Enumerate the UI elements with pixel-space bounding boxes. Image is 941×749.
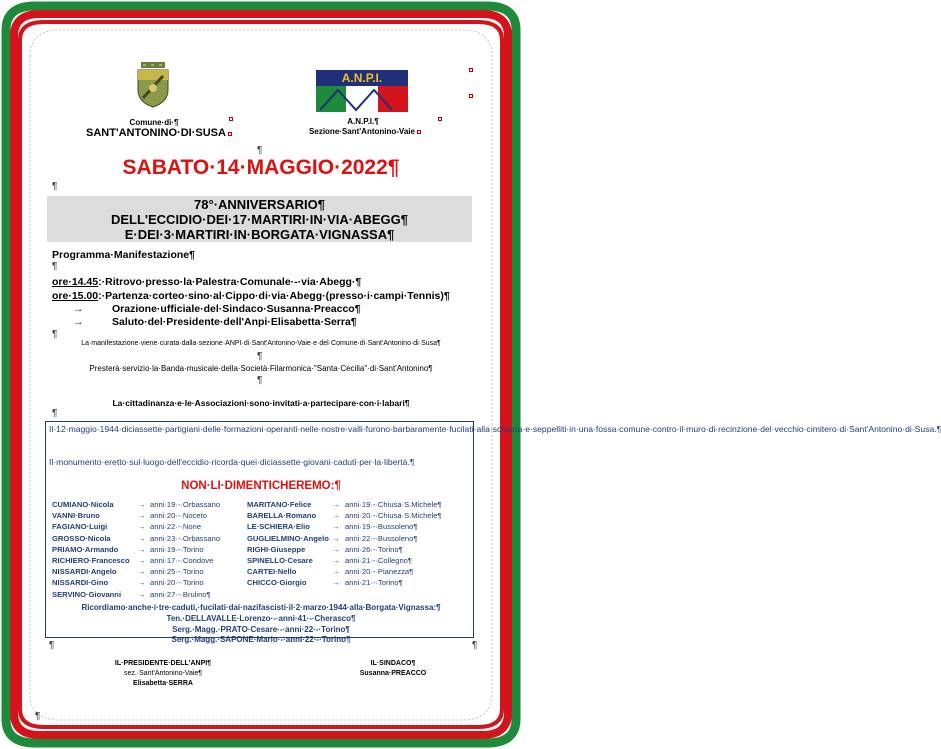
arrow-icon: → [332, 533, 340, 543]
pilcrow: ¶ [472, 640, 478, 651]
pilcrow: ¶ [257, 375, 263, 386]
event-date: SABATO·14·MAGGIO·2022¶ [122, 156, 400, 179]
victim-info: anni·21·-·Torino¶ [345, 578, 403, 588]
arrow-icon: → [138, 567, 146, 577]
victim-name: NISSARDI·Angelo [52, 567, 117, 577]
organizer-note: La·manifestazione·viene·curata·dalla·sezione·ANPI·di·Sant'Antonino-Vaie·e·del·Comune·di·Sant'Antonino·di·Susa¶ [81, 340, 441, 347]
vignassa-victim-1: Ten.·DELLAVALLE·Lorenzo·-·anni·41·-·Cherasco¶ [166, 614, 356, 623]
program-text-2: :·Partenza·corteo·sino·al·Cippo·di·via·Abegg·(presso·i·campi·Tennis)¶ [98, 290, 450, 302]
victim-name: SPINELLO·Cesare [247, 556, 313, 565]
victim-name: NISSARDI·Gino [52, 578, 109, 588]
victim-info: anni·17·-·Condove [150, 556, 214, 565]
anniversary-line-1: 78°·ANNIVERSARIO¶ [194, 197, 325, 212]
victim-info: anni·23·-·Orbassano [150, 533, 221, 543]
victims-title: NON·LI·DIMENTICHEREMO:¶ [181, 480, 341, 492]
program-text-1: :·Ritrovo·presso·la·Palestra·Comunale·-·via·Abegg·¶ [98, 276, 362, 288]
program-time-1: ore·14.45 [52, 276, 99, 288]
arrow-icon: → [332, 500, 340, 509]
victim-info: anni·26·-·Torino¶ [345, 544, 403, 554]
arrow-icon: → [332, 511, 340, 521]
arrow-icon: → [332, 522, 340, 532]
pilcrow: ¶ [52, 181, 58, 192]
victim-name: GUGLIELMINO·Angelo [247, 533, 329, 543]
arrow-icon: → [73, 316, 84, 328]
arrow-icon: → [138, 500, 146, 509]
anpi-label: A.N.P.I.¶ [347, 117, 379, 126]
victim-info: anni·19·-·Orbassano [150, 500, 221, 509]
pilcrow: ¶ [257, 145, 263, 156]
history-paragraph-2: Il·monumento·eretto·sul·luogo·dell'eccidio·ricorda·quei·diciassette·giovani·caduti·per·la·libertà.¶ [49, 457, 415, 467]
anniversary-line-2: DELL'ECCIDIO·DEI·17·MARTIRI·IN·VIA·ABEGG¶ [110, 212, 409, 227]
victim-name: RICHIERO·Francesco [52, 556, 130, 565]
victim-name: PRIAMO·Armando [52, 544, 119, 554]
victim-info: anni·22·-·Bussoleno¶ [345, 533, 418, 543]
victim-name: VANNI·Bruno [52, 511, 100, 521]
victim-info: anni·20·-·Noceto [150, 511, 207, 521]
invitation-note: La·cittadinanza·e·le·Associazioni·sono·invitati·a·partecipare·con·i·labari¶ [112, 398, 410, 408]
anpi-logo-text: A.N.P.I. [341, 71, 383, 85]
victim-name: BARELLA·Romano [247, 511, 317, 521]
arrow-icon: → [332, 556, 340, 565]
arrow-icon: → [138, 544, 146, 554]
arrow-icon: → [138, 511, 146, 521]
anpi-logo-icon [316, 70, 408, 112]
victim-name: SERVINO·Giovanni [52, 589, 122, 599]
victim-info: anni·20·-·Chiusa·S.Michele¶ [345, 511, 442, 521]
victim-name: CARTEI·Nello [247, 567, 297, 577]
pilcrow: ¶ [52, 408, 58, 419]
victim-info: anni·19·-·Torino [150, 544, 204, 554]
pilcrow-marker [469, 68, 473, 72]
pilcrow: ¶ [52, 261, 58, 272]
program-speech-1: Orazione·ufficiale·del·Sindaco·Susanna·Preacco¶ [112, 303, 361, 315]
comune-label: Comune·di·¶ [129, 118, 179, 127]
victim-info: anni·19·-·Bussoleno¶ [345, 522, 418, 532]
anniversary-box [47, 196, 472, 242]
victim-name: RIGHI·Giuseppe [247, 544, 306, 554]
victim-info: anni·20·-·Pianezza¶ [345, 567, 414, 577]
arrow-icon: → [138, 589, 146, 599]
victim-name: CUMIANO·Nicola [52, 500, 114, 509]
pilcrow: ¶ [49, 640, 55, 651]
arrow-icon: → [332, 578, 340, 588]
victim-info: anni·20·-·Torino [150, 578, 204, 588]
vignassa-victim-2: Serg.·Magg.·PRATO·Cesare·-·anni·22·-·Torino¶ [172, 625, 350, 634]
program-item-2 [52, 290, 450, 302]
pilcrow: ¶ [35, 711, 41, 722]
program-title: Programma·Manifestazione¶ [52, 249, 195, 261]
arrow-icon: → [138, 533, 146, 543]
arrow-icon: → [332, 544, 340, 554]
band-note: Presterà·servizio·la·Banda·musicale·della·Società·Filarmonica·"Santa·Cecilia"·di·Sant'Antonino¶ [89, 364, 433, 373]
anpi-section: Sezione·Sant'Antonino-Vaie [280, 127, 450, 136]
vignassa-intro: Ricordiamo·anche·i·tre·caduti,·fucilati·dai·nazifascisti·il·2·marzo·1944·alla·Borgata·Vignassa:¶ [81, 603, 441, 612]
program-speech-2: Saluto·del·Presidente·dell'Anpi·Elisabetta·Serra¶ [112, 316, 357, 328]
victim-info: anni·21·-·Collegno¶ [345, 556, 412, 565]
anniversary-line-3: E·DEI·3·MARTIRI·IN·BORGATA·VIGNASSA¶ [124, 227, 395, 242]
victim-info: anni·25·-·Torino [150, 567, 204, 577]
pilcrow-marker [469, 94, 473, 98]
victim-info: anni·19·-·Chiusa·S.Michele¶ [345, 500, 442, 509]
pilcrow: ¶ [52, 329, 58, 340]
comune-coat-of-arms-icon [135, 62, 171, 108]
arrow-icon: → [332, 567, 340, 577]
mayor-title: IL·SINDACO¶ [370, 660, 416, 667]
victim-name: GROSSO·Nicola [52, 533, 111, 543]
president-title: IL·PRESIDENTE·DELL'ANPI¶ [114, 660, 212, 667]
president-name: Elisabetta·SERRA [133, 680, 193, 687]
pilcrow: ¶ [257, 351, 263, 362]
program-item-1 [52, 276, 361, 288]
pilcrow-marker [438, 117, 442, 121]
victim-name: FAGIANO·Luigi [52, 522, 108, 532]
victim-name: CHICCO·Giorgio [247, 578, 307, 588]
victim-info: anni·22·-·None [150, 522, 202, 532]
vignassa-victim-3: Serg.·Magg.·SAPONE·Mario·-·anni·22·-·Torino¶ [171, 635, 351, 644]
arrow-icon: → [138, 522, 146, 532]
victim-info: anni·27·-·Brulino¶ [150, 589, 211, 599]
arrow-icon: → [73, 303, 84, 315]
pilcrow-marker [229, 117, 233, 121]
program-time-2: ore·15.00 [52, 290, 99, 302]
victim-name: LE·SCHIERA·Elio [247, 522, 310, 532]
president-section: sez.·Sant'Antonino-Vaie¶ [123, 670, 203, 677]
comune-name: SANT'ANTONINO·DI·SUSA [74, 127, 244, 139]
history-paragraph-1: Il·12·maggio·1944·diciassette·partigiani·delle·formazioni·operanti·nelle·nostre·valli·furono·barbaramente·fucilati·alla·schiena·e·seppelliti·in·una·fossa·comune·contro·il·muro·di·recinzione·del·vecchio·cimitero·di·Sant'Antonino·di·Susa.¶ [49, 424, 941, 434]
victim-name: MARITANO·Felice [247, 500, 312, 509]
arrow-icon: → [138, 556, 146, 565]
mayor-name: Susanna·PREACCO [359, 670, 427, 677]
arrow-icon: → [138, 578, 146, 588]
